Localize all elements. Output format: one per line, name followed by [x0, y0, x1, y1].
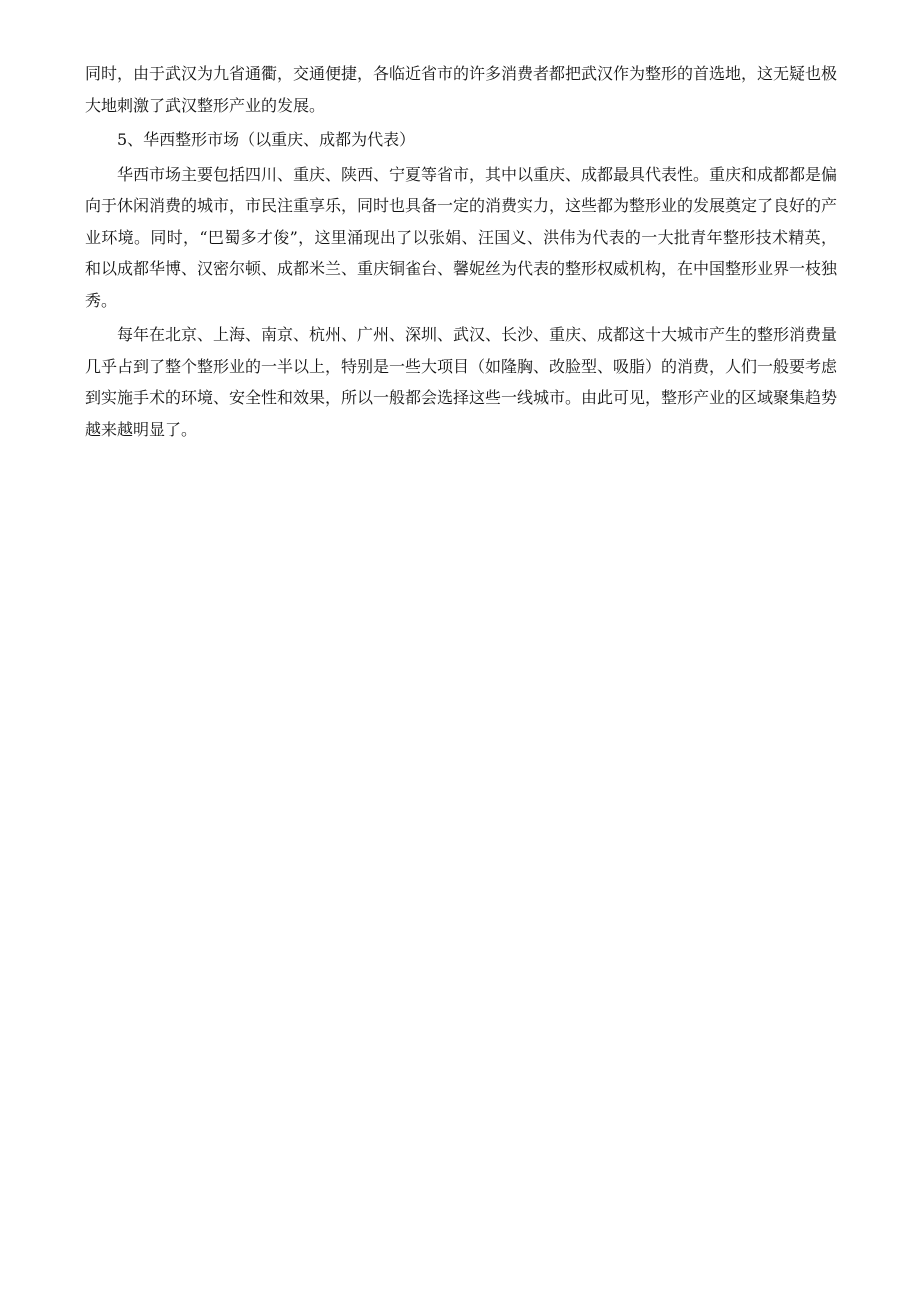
section-heading-huaxi-market: 5、华西整形市场（以重庆、成都为代表） [117, 130, 416, 149]
paragraph-ten-cities: 每年在北京、上海、南京、杭州、广州、深圳、武汉、长沙、重庆、成都这十大城市产生的整形消费量几乎占到了整个整形业的一半以上，特别是一些大项目（如隆胸、改脸型、吸脂）的消费，人们一般要考虑到实施手术的环境、安全性和效果，所以一般都会选择这些一线城市。由此可见，整形产业的区域聚集趋势越来越明显了。 [85, 325, 838, 439]
paragraph-wuhan-continuation: 同时，由于武汉为九省通衢，交通便捷，各临近省市的许多消费者都把武汉作为整形的首选地，这无疑也极大地刺激了武汉整形产业的发展。 [85, 64, 838, 115]
paragraph-huaxi-market: 华西市场主要包括四川、重庆、陕西、宁夏等省市，其中以重庆、成都最具代表性。重庆和成都都是偏向于休闲消费的城市，市民注重享乐，同时也具备一定的消费实力，这些都为整形业的发展奠定了良好的产业环境。同时，“巴蜀多才俊”，这里涌现出了以张娟、汪国义、洪伟为代表的一大批青年整形技术精英，和以成都华博、汉密尔顿、成都米兰、重庆铜雀台、馨妮丝为代表的整形权威机构，在中国整形业界一枝独秀。 [85, 164, 838, 310]
document-body [85, 58, 837, 448]
